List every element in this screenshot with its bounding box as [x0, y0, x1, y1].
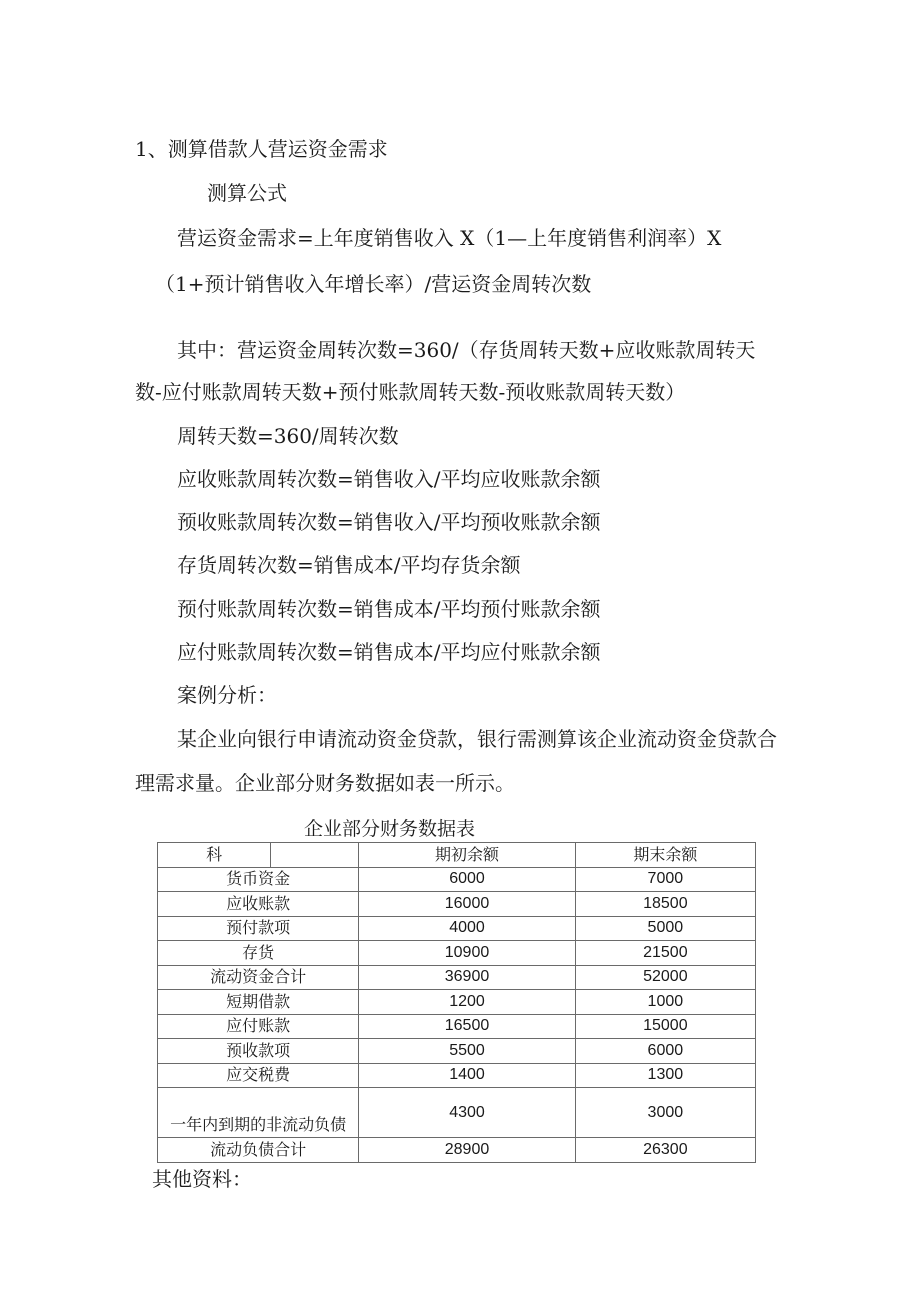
closing-balance: 26300	[575, 1138, 755, 1163]
table-row	[158, 916, 756, 941]
closing-balance: 52000	[575, 965, 755, 990]
formula-line-2: （1+预计销售收入年增长率）/营运资金周转次数	[155, 272, 592, 296]
table-row	[158, 867, 756, 892]
row-label: 应付账款	[158, 1014, 359, 1039]
table-row	[158, 990, 756, 1015]
section-heading: 1、测算借款人营运资金需求	[135, 137, 388, 161]
closing-balance: 15000	[575, 1014, 755, 1039]
table-header-row	[158, 843, 756, 868]
opening-balance: 5500	[359, 1039, 575, 1064]
opening-balance: 4300	[359, 1088, 575, 1138]
financial-data-table	[157, 842, 756, 1163]
closing-balance: 21500	[575, 941, 755, 966]
case-title: 案例分析：	[177, 683, 277, 707]
closing-balance: 1000	[575, 990, 755, 1015]
row-label: 流动资金合计	[158, 965, 359, 990]
definition-item: 预付账款周转次数=销售成本/平均预付账款余额	[177, 597, 601, 621]
formula-line-1: 营运资金需求=上年度销售收入 X（1—上年度销售利润率）X	[177, 226, 722, 250]
formula-title: 测算公式	[207, 181, 287, 205]
row-label: 应交税费	[158, 1063, 359, 1088]
opening-balance: 10900	[359, 941, 575, 966]
table-row	[158, 965, 756, 990]
opening-balance: 6000	[359, 867, 575, 892]
table-row	[158, 1088, 756, 1138]
closing-balance: 7000	[575, 867, 755, 892]
definition-item: 周转天数=360/周转次数	[177, 424, 399, 448]
table-title: 企业部分财务数据表	[304, 818, 476, 840]
table-row	[158, 1063, 756, 1088]
closing-balance: 6000	[575, 1039, 755, 1064]
row-label: 流动负债合计	[158, 1138, 359, 1163]
closing-balance: 1300	[575, 1063, 755, 1088]
opening-balance: 4000	[359, 916, 575, 941]
table-row	[158, 1039, 756, 1064]
closing-balance: 18500	[575, 892, 755, 917]
where-line-1: 其中：营运资金周转次数=360/（存货周转天数+应收账款周转天	[177, 338, 756, 362]
table-row	[158, 1014, 756, 1039]
definition-item: 应收账款周转次数=销售收入/平均应收账款余额	[177, 467, 601, 491]
row-label: 一年内到期的非流动负债	[158, 1088, 359, 1138]
row-label: 应收账款	[158, 892, 359, 917]
header-cell: 科	[158, 843, 271, 868]
opening-balance: 28900	[359, 1138, 575, 1163]
row-label: 预收款项	[158, 1039, 359, 1064]
opening-balance: 16500	[359, 1014, 575, 1039]
header-cell: 期末余额	[575, 843, 755, 868]
definition-item: 存货周转次数=销售成本/平均存货余额	[177, 553, 521, 577]
row-label: 短期借款	[158, 990, 359, 1015]
table-row	[158, 892, 756, 917]
closing-balance: 5000	[575, 916, 755, 941]
opening-balance: 36900	[359, 965, 575, 990]
other-info-label: 其他资料：	[152, 1167, 252, 1191]
header-cell	[271, 843, 359, 868]
opening-balance: 1200	[359, 990, 575, 1015]
definition-item: 应付账款周转次数=销售成本/平均应付账款余额	[177, 640, 601, 664]
opening-balance: 1400	[359, 1063, 575, 1088]
row-label: 货币资金	[158, 867, 359, 892]
opening-balance: 16000	[359, 892, 575, 917]
header-cell: 期初余额	[359, 843, 575, 868]
case-text-line-1: 某企业向银行申请流动资金贷款，银行需测算该企业流动资金贷款合	[177, 727, 777, 751]
table-row	[158, 941, 756, 966]
definition-item: 预收账款周转次数=销售收入/平均预收账款余额	[177, 510, 601, 534]
where-line-2: 数-应付账款周转天数+预付账款周转天数-预收账款周转天数）	[135, 380, 686, 404]
case-text-line-2: 理需求量。企业部分财务数据如表一所示。	[135, 771, 515, 795]
row-label: 预付款项	[158, 916, 359, 941]
row-label: 存货	[158, 941, 359, 966]
closing-balance: 3000	[575, 1088, 755, 1138]
table-row	[158, 1138, 756, 1163]
